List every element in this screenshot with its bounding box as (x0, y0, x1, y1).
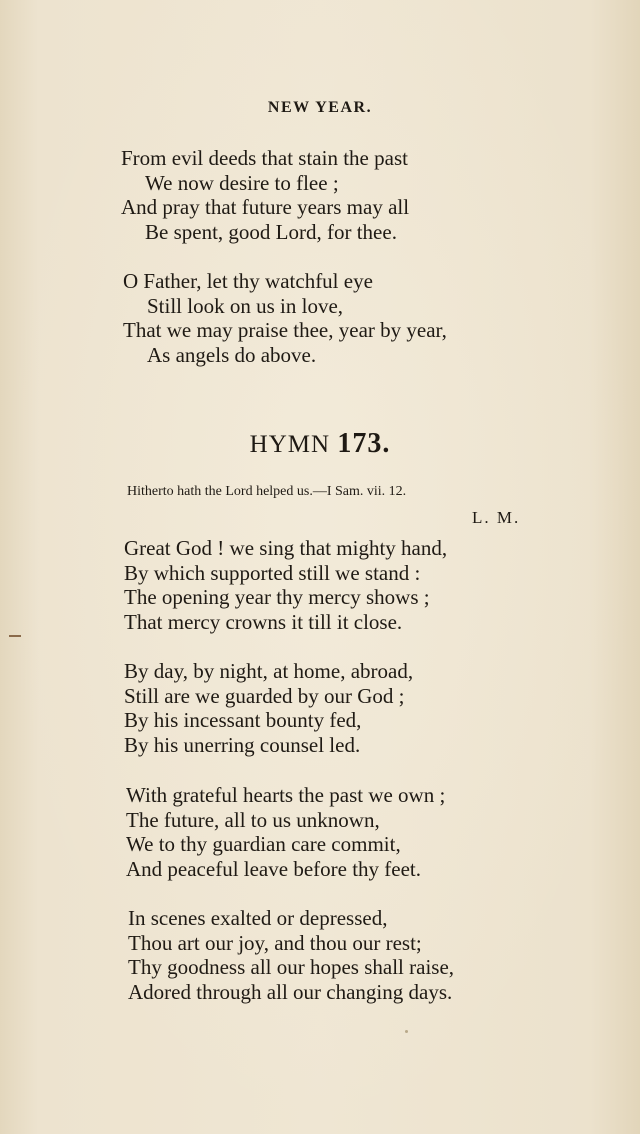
stanza-line: The future, all to us unknown, (126, 807, 380, 832)
stanza-line: By his incessant bounty fed, (124, 708, 362, 733)
hymn-stanza-4 (128, 906, 454, 1004)
stanza-line: That mercy crowns it till it close. (124, 609, 403, 634)
hymn-label: HYMN (249, 431, 331, 458)
stanza-line: By day, by night, at home, abroad, (124, 659, 414, 683)
stanza-line: Thy goodness all our hopes shall raise, (128, 955, 455, 980)
stanza-line: From evil deeds that stain the past (121, 146, 408, 170)
stanza-line: With grateful hearts the past we own ; (126, 783, 446, 807)
stanza-line: In scenes exalted or depressed, (128, 906, 388, 930)
hymn-stanza-1 (124, 536, 447, 634)
stanza-line: Be spent, good Lord, for thee. (145, 219, 397, 244)
stanza-line: Thou art our joy, and thou our rest; (128, 930, 422, 955)
hymn-stanza-3 (126, 783, 445, 881)
prev-hymn-stanza-1 (121, 146, 409, 244)
stanza-line: Still look on us in love, (147, 293, 344, 318)
stanza-line: That we may praise thee, year by year, (123, 318, 447, 343)
hymn-meter: L. M. (472, 508, 521, 527)
stanza-line: And pray that future years may all (121, 195, 410, 220)
stanza-line: We now desire to flee ; (145, 170, 339, 195)
prev-hymn-stanza-2 (123, 269, 447, 367)
margin-mark (9, 635, 21, 637)
paper-speck (405, 1030, 408, 1033)
stanza-line: Still are we guarded by our God ; (124, 683, 405, 708)
stanza-line: As angels do above. (147, 342, 317, 367)
stanza-line: O Father, let thy watchful eye (123, 269, 373, 293)
stanza-line: By which supported still we stand : (124, 560, 421, 585)
stanza-line: We to thy guardian care commit, (126, 832, 401, 857)
hymn-number: 173. (337, 428, 391, 459)
running-head: NEW YEAR. (267, 99, 373, 116)
stanza-line: The opening year thy mercy shows ; (124, 585, 430, 610)
stanza-line: Adored through all our changing days. (128, 979, 453, 1004)
stanza-line: Great God ! we sing that mighty hand, (124, 536, 448, 560)
hymn-heading (0, 428, 640, 460)
stanza-line: By his unerring counsel led. (124, 732, 361, 757)
hymn-epigraph: Hitherto hath the Lord helped us.—I Sam. vii. 12. (127, 484, 407, 499)
hymn-stanza-2 (124, 659, 413, 757)
stanza-line: And peaceful leave before thy feet. (126, 856, 422, 881)
